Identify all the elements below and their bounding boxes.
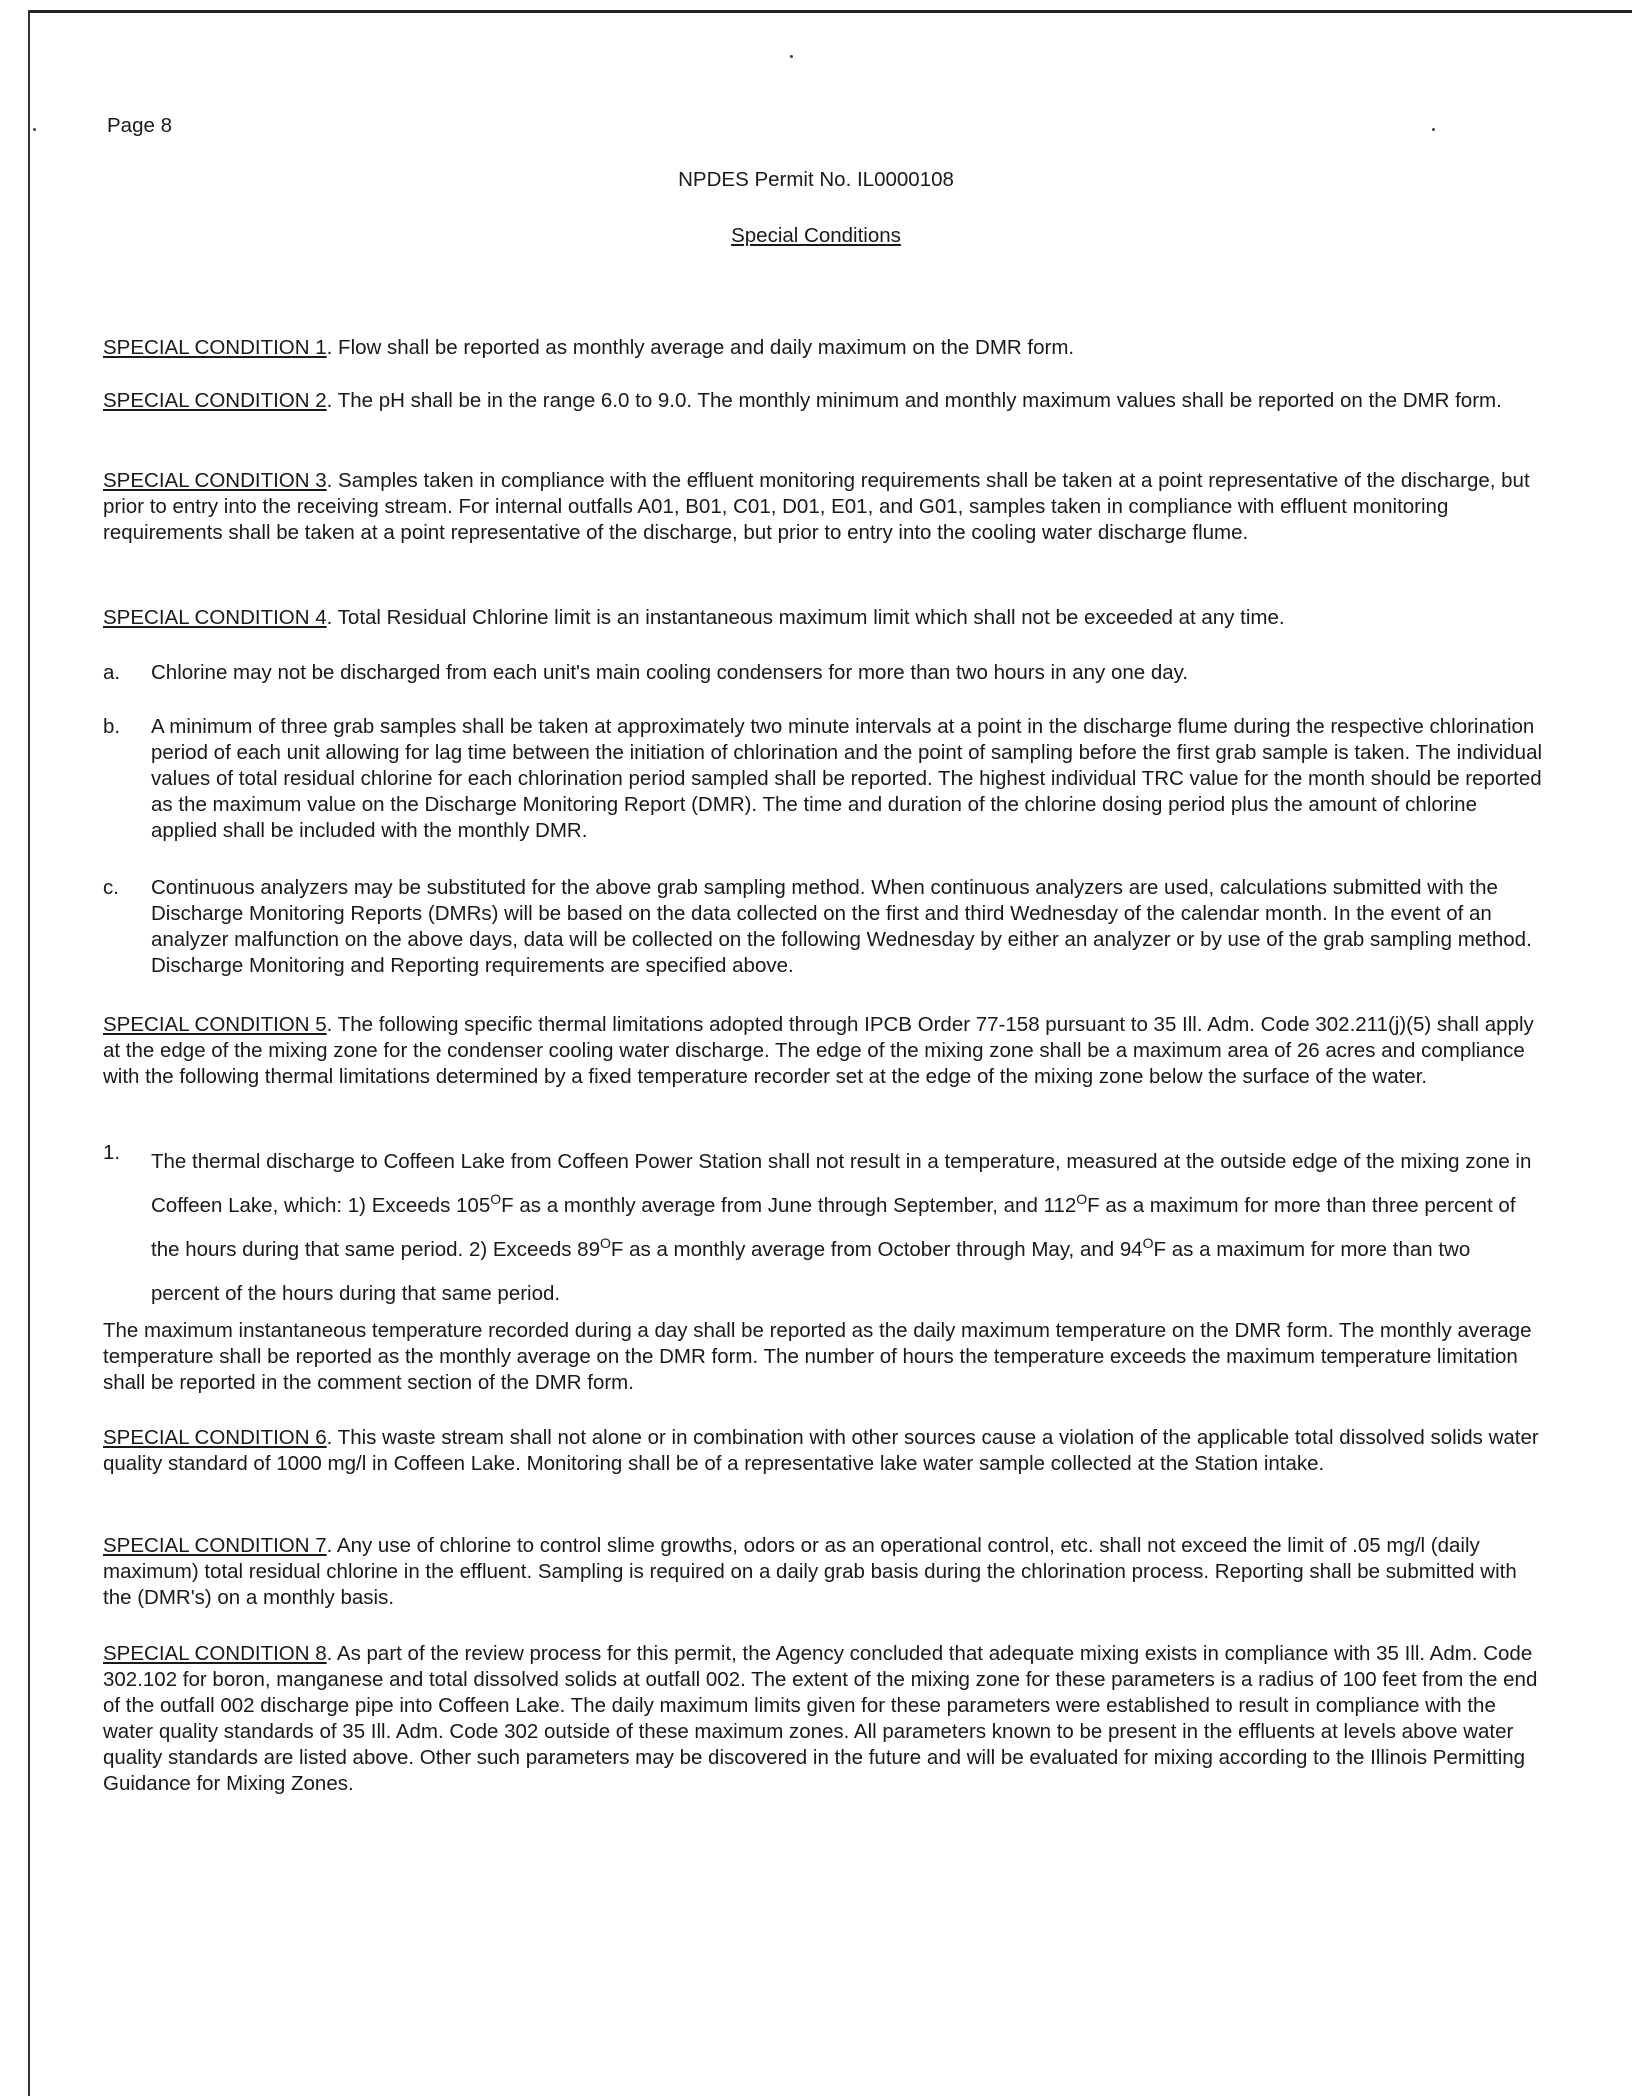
condition-text: . The pH shall be in the range 6.0 to 9.0. The monthly minimum and monthly maximum values shall be reported on the DMR form.: [326, 389, 1502, 412]
scan-border-top: [28, 10, 1632, 13]
condition-4-item-a: [103, 660, 1543, 686]
condition-heading: SPECIAL CONDITION 2: [103, 389, 327, 412]
special-condition-2: [103, 388, 1543, 414]
condition-heading: SPECIAL CONDITION 5: [103, 1013, 327, 1036]
item-label: c.: [103, 876, 119, 899]
special-condition-6: [103, 1425, 1543, 1477]
condition-4-item-c: [103, 875, 1543, 979]
scan-speck: [790, 55, 793, 58]
condition-5-item-1: [103, 1140, 1543, 1316]
condition-text: . Any use of chlorine to control slime growths, odors or as an operational control, etc. shall not exceed the limit of .05 mg/l (daily maximum) total residual chlorine in the effluent. Sampling is required on a daily grab basis during the chlorination process. Reporting shall be submitted with the (DMR's) on a monthly basis.: [103, 1534, 1517, 1609]
condition-heading: SPECIAL CONDITION 6: [103, 1426, 327, 1449]
condition-text: . Total Residual Chlorine limit is an instantaneous maximum limit which shall not be exceeded at any time.: [326, 606, 1285, 629]
special-condition-4: [103, 605, 1543, 631]
special-condition-1: [103, 335, 1543, 361]
scan-speck: [1432, 128, 1435, 131]
condition-heading: SPECIAL CONDITION 1: [103, 336, 327, 359]
degree-symbol: O: [490, 1191, 502, 1208]
degree-symbol: O: [1076, 1191, 1088, 1208]
scan-speck: [33, 128, 36, 131]
degree-symbol: O: [1142, 1235, 1154, 1252]
special-condition-3: [103, 468, 1543, 546]
condition-text: . This waste stream shall not alone or in combination with other sources cause a violation of the applicable total dissolved solids water quality standard of 1000 mg/l in Coffeen Lake. Monitoring shall be of a representative lake water sample collected at the Station intake.: [103, 1426, 1539, 1475]
page-title: Special Conditions: [731, 224, 901, 247]
item-label: 1.: [103, 1141, 121, 1164]
page-number: Page 8: [107, 114, 172, 137]
condition-text: . The following specific thermal limitations adopted through IPCB Order 77-158 pursuant to 35 Ill. Adm. Code 302.211(j)(5) shall apply at the edge of the mixing zone for the condenser cooling water discharge. The edge of the mixing zone shall be a maximum area of 26 acres and compliance with the following thermal limitations determined by a fixed temperature recorder set at the edge of the mixing zone below the surface of the water.: [103, 1013, 1534, 1088]
condition-heading: SPECIAL CONDITION 3: [103, 469, 327, 492]
scan-border-left: [28, 10, 30, 2096]
special-condition-7: [103, 1533, 1543, 1611]
item-label: a.: [103, 661, 121, 684]
item-text: Continuous analyzers may be substituted for the above grab sampling method. When continuous analyzers are used, calculations submitted with the Discharge Monitoring Reports (DMRs) will be based on the data collected on the first and third Wednesday of the calendar month. In the event of an analyzer malfunction on the above days, data will be collected on the following Wednesday by either an analyzer or by use of the grab sampling method. Discharge Monitoring and Reporting requirements are specified above.: [151, 876, 1532, 977]
condition-text: . Samples taken in compliance with the effluent monitoring requirements shall be taken at a point representative of the discharge, but prior to entry into the receiving stream. For internal outfalls A01, B01, C01, D01, E01, and G01, samples taken in compliance with effluent monitoring requirements shall be taken at a point representative of the discharge, but prior to entry into the cooling water discharge flume.: [103, 469, 1530, 544]
degree-symbol: O: [600, 1235, 611, 1252]
item-text: Chlorine may not be discharged from each unit's main cooling condensers for more than two hours in any one day.: [151, 661, 1189, 684]
permit-number: NPDES Permit No. IL0000108: [678, 168, 954, 191]
special-condition-8: [103, 1641, 1543, 1797]
item-text: A minimum of three grab samples shall be taken at approximately two minute intervals at a point in the discharge flume during the respective chlorination period of each unit allowing for lag time between the initiation of chlorination and the point of sampling before the first grab sample is taken. The individual values of total residual chlorine for each chlorination period sampled shall be reported. The highest individual TRC value for the month should be reported as the maximum value on the Discharge Monitoring Report (DMR). The time and duration of the chlorine dosing period plus the amount of chlorine applied shall be included with the monthly DMR.: [151, 715, 1543, 842]
condition-text: . Flow shall be reported as monthly average and daily maximum on the DMR form.: [326, 336, 1075, 359]
condition-5-reporting: The maximum instantaneous temperature recorded during a day shall be reported as the daily maximum temperature on the DMR form. The monthly average temperature shall be reported as the monthly average on the DMR form. The number of hours the temperature exceeds the maximum temperature limitation shall be reported in the comment section of the DMR form.: [103, 1319, 1532, 1394]
condition-heading: SPECIAL CONDITION 4: [103, 606, 327, 629]
condition-heading: SPECIAL CONDITION 8: [103, 1642, 327, 1665]
condition-text: . As part of the review process for this permit, the Agency concluded that adequate mixing exists in compliance with 35 Ill. Adm. Code 302.102 for boron, manganese and total dissolved solids at outfall 002. The extent of the mixing zone for these parameters is a radius of 100 feet from the end of the outfall 002 discharge pipe into Coffeen Lake. The daily maximum limits given for these parameters were established to result in compliance with the water quality standards of 35 Ill. Adm. Code 302 outside of these maximum zones. All parameters known to be present in the effluents at levels above water quality standards are listed above. Other such parameters may be discovered in the future and will be evaluated for mixing according to the Illinois Permitting Guidance for Mixing Zones.: [103, 1642, 1538, 1795]
condition-heading: SPECIAL CONDITION 7: [103, 1534, 327, 1557]
special-condition-5: [103, 1012, 1543, 1090]
condition-4-item-b: [103, 714, 1543, 844]
item-text: The thermal discharge to Coffeen Lake from Coffeen Power Station shall not result in a temperature, measured at the outside edge of the mixing zone in Coffeen Lake, which: 1) Exceeds $105^OF$ as a monthly average from June through September, and $112^OF$ as a maximum for more than three percent of the hours during that same period. 2) Exceeds $89^OF$ as a monthly average from October through May, and $94^OF$ as a maximum for more than two percent of the hours during that same period.: [151, 1150, 1532, 1305]
item-label: b.: [103, 715, 121, 738]
